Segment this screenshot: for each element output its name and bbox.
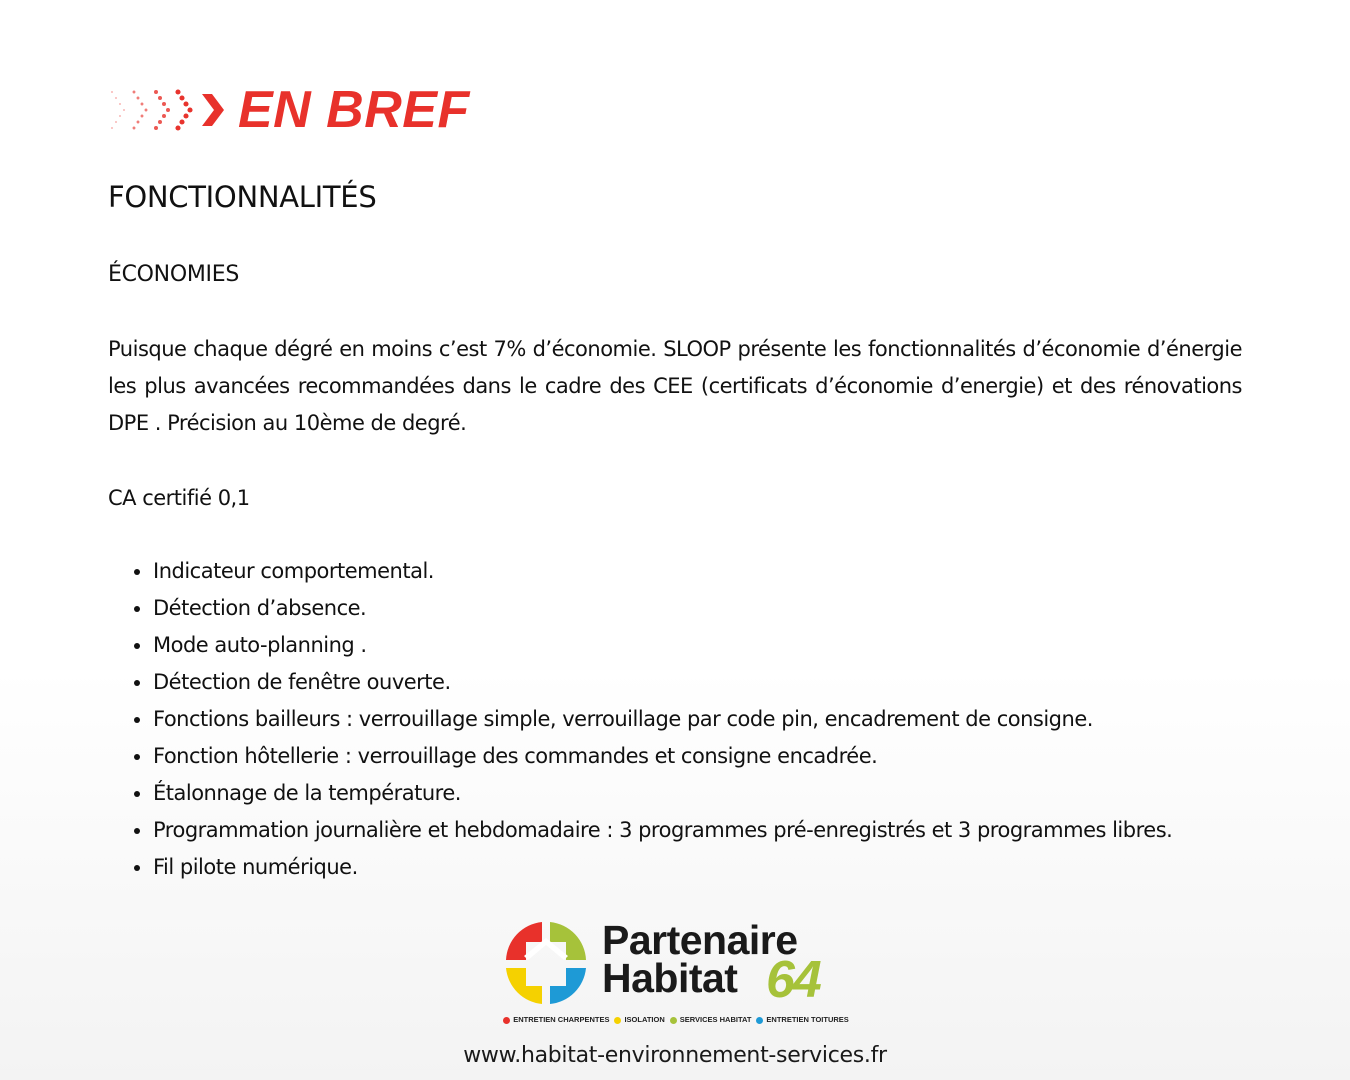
header-title: EN BREF — [238, 81, 470, 139]
header — [108, 81, 470, 139]
section-title: FONCTIONNALITÉS — [108, 180, 377, 214]
service-dot — [756, 1017, 763, 1024]
service-dot — [614, 1017, 621, 1024]
logo-word-habitat: Habitat — [602, 955, 738, 1001]
logo-services — [498, 1014, 854, 1026]
service-item: ENTRETIEN CHARPENTES — [503, 1014, 609, 1026]
features-list — [108, 553, 1242, 886]
list-item: • Fonctions bailleurs : verrouillage simple, verrouillage par code pin, encadrement de consigne. — [153, 701, 1242, 738]
list-item: • Détection de fenêtre ouverte. — [153, 664, 1242, 701]
list-item: • Fil pilote numérique. — [153, 849, 1242, 886]
list-item: • Étalonnage de la température. — [153, 775, 1242, 812]
website-link[interactable]: www.habitat-environnement-services.fr — [463, 1043, 887, 1068]
partner-logo — [498, 916, 854, 1028]
intro-paragraph: Puisque chaque dégré en moins c’est 7% d’économie. SLOOP présente les fonctionnalités d’économie d’énergie les plus avancées recommandées dans le cadre des CEE (certificats d’économie d’energie) et des rénovations DPE . Précision au 10ème de degré. — [108, 337, 1242, 435]
service-dot — [503, 1017, 510, 1024]
house-logo-icon — [498, 916, 594, 1008]
list-item: • Mode auto-planning . — [153, 627, 1242, 664]
certification-line: CA certifié 0,1 — [108, 486, 250, 510]
service-item: SERVICES HABITAT — [670, 1014, 752, 1026]
service-dot — [670, 1017, 677, 1024]
subsection-title: ÉCONOMIES — [108, 262, 239, 287]
list-item: • Programmation journalière et hebdomadaire : 3 programmes pré-enregistrés et 3 programmes libres. — [153, 812, 1242, 849]
list-item: • Fonction hôtellerie : verrouillage des commandes et consigne encadrée. — [153, 738, 1242, 775]
logo-number: 64 — [766, 951, 820, 1009]
chevron-arrows-icon — [108, 88, 224, 132]
logo-word-partenaire: Partenaire — [602, 917, 798, 963]
list-item: • Indicateur comportemental. — [153, 553, 1242, 590]
list-item: • Détection d’absence. — [153, 590, 1242, 627]
service-item: ENTRETIEN TOITURES — [756, 1014, 848, 1026]
service-item: ISOLATION — [614, 1014, 664, 1026]
